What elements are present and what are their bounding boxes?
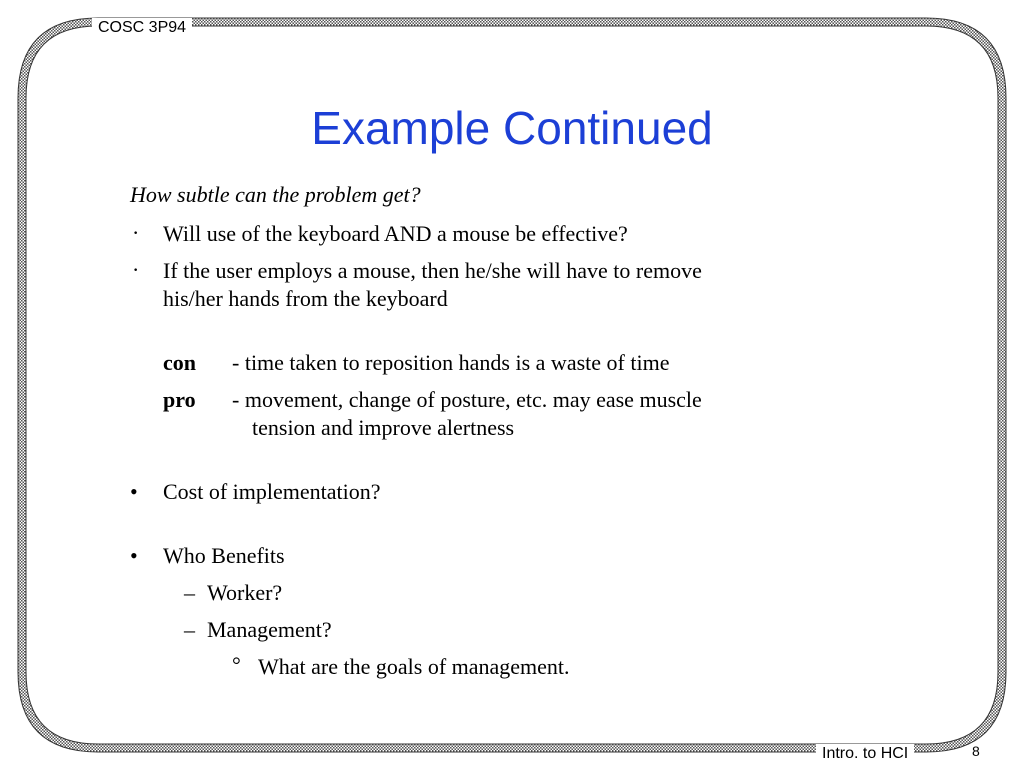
worker-item: Worker? <box>207 580 283 605</box>
management-item: Management? <box>207 617 332 642</box>
slide-title: Example Continued <box>311 102 713 154</box>
section-label: Intro. to HCI <box>816 744 914 764</box>
degree-marker: ° <box>232 652 241 677</box>
intro-question: How subtle can the problem get? <box>130 182 421 207</box>
cost-point: Cost of implementation? <box>163 479 381 504</box>
bullet-marker: • <box>130 543 138 568</box>
mouse-point-line-1: If the user employs a mouse, then he/she will have to remove <box>163 258 702 283</box>
goals-item: What are the goals of management. <box>258 654 570 679</box>
keyboard-mouse-point: Will use of the keyboard AND a mouse be effective? <box>163 221 628 246</box>
mouse-point-line-2: his/her hands from the keyboard <box>163 286 448 311</box>
dash-marker: – <box>184 580 195 605</box>
benefits-point: Who Benefits <box>163 543 285 568</box>
course-code: COSC 3P94 <box>92 18 192 38</box>
bullet-marker: · <box>132 257 140 282</box>
page-number: 8 <box>972 743 980 759</box>
con-label: con <box>163 350 196 375</box>
bullet-marker: • <box>130 479 138 504</box>
pro-label: pro <box>163 387 196 412</box>
pro-continuation: tension and improve alertness <box>252 415 515 440</box>
dash-marker: – <box>184 617 195 642</box>
bullet-marker: · <box>132 220 140 245</box>
pro-text: - movement, change of posture, etc. may ease muscle <box>232 387 702 412</box>
con-text: - time taken to reposition hands is a waste of time <box>232 350 670 375</box>
